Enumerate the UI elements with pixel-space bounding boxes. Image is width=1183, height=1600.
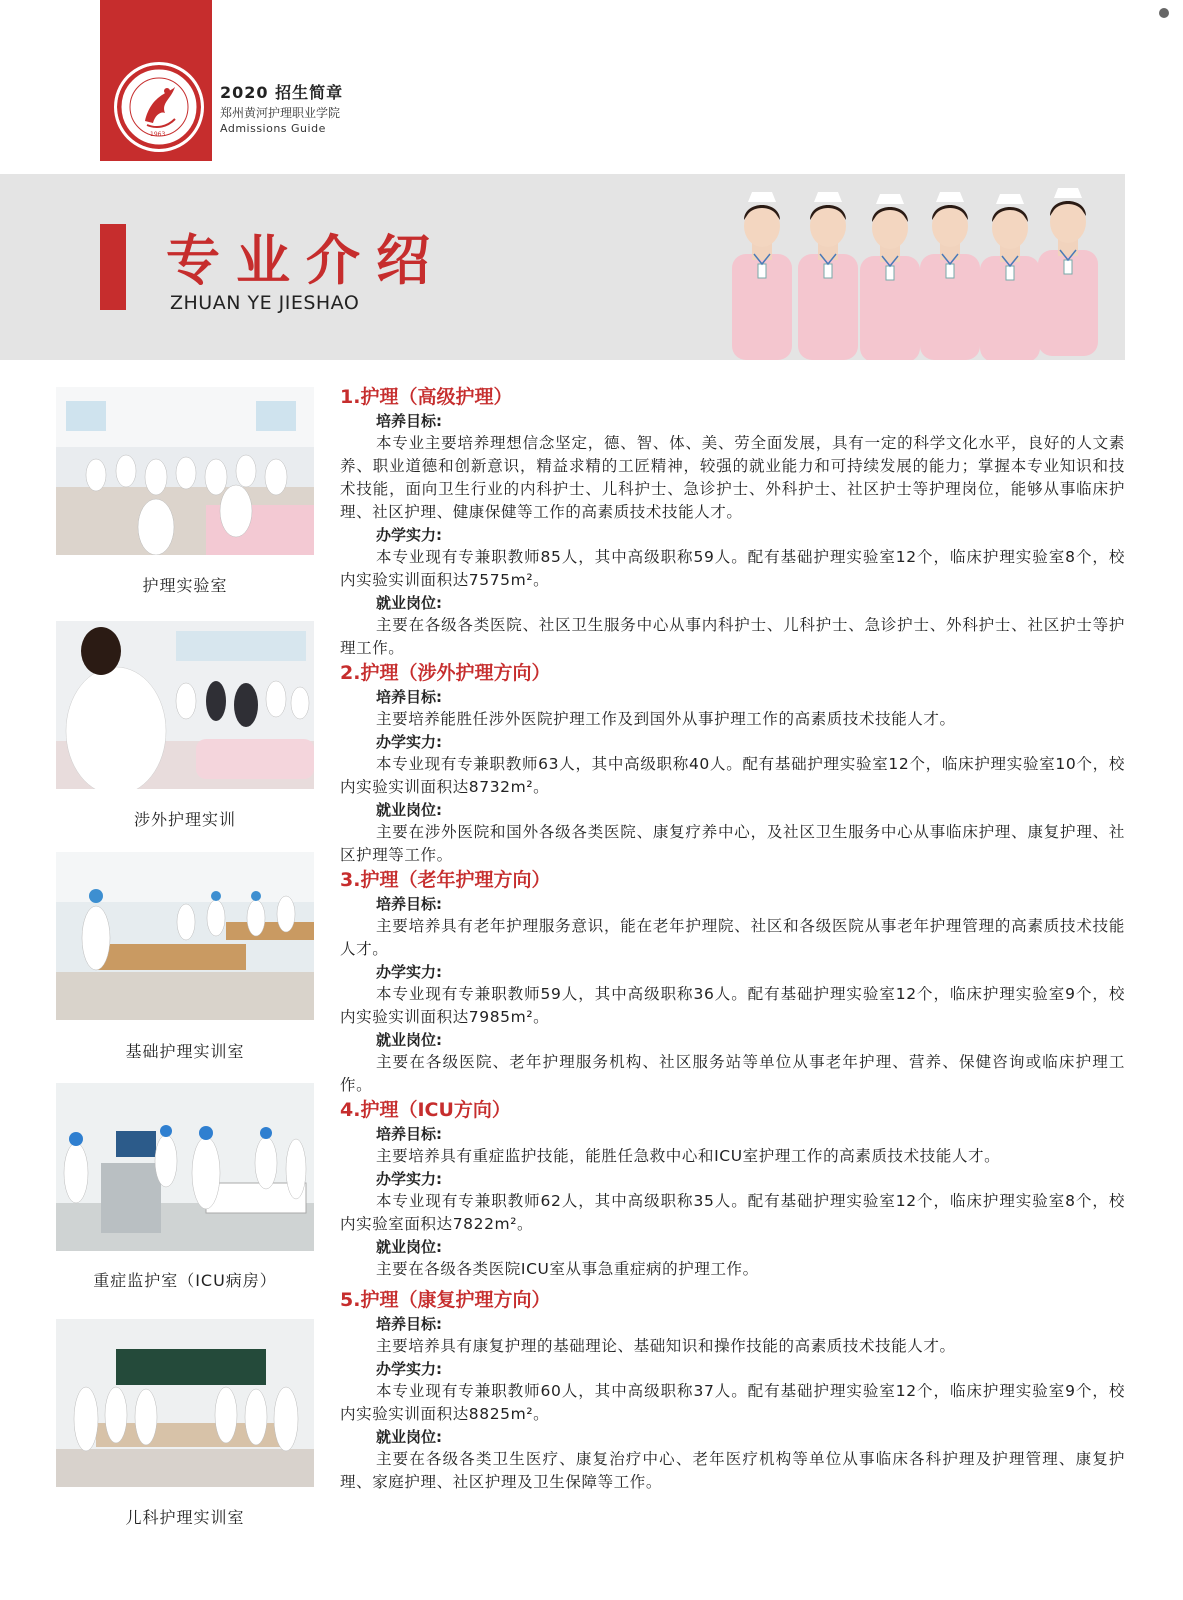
section-banner (0, 174, 1125, 360)
major-title: 4.护理（ICU方向） (340, 1099, 511, 1121)
strength-text: 本专业现有专兼职教师63人，其中高级职称40人。配有基础护理实验室12个，临床护理实验室10个，校内实验实训面积达8732m²。 (340, 755, 1125, 796)
strength-text: 本专业现有专兼职教师85人，其中高级职称59人。配有基础护理实验室12个，临床护理实验室8个，校内实验实训面积达7575m²。 (340, 548, 1125, 589)
jobs-text: 主要在各级医院、老年护理服务机构、社区服务站等单位从事老年护理、营养、保健咨询或临床护理工作。 (340, 1053, 1125, 1094)
major-section (340, 1287, 1125, 1494)
caption-pediatric-nursing-room: 儿科护理实训室 (125, 1508, 245, 1527)
goal-text: 主要培养具有老年护理服务意识，能在老年护理院、社区和各级医院从事老年护理管理的高素质技术技能人才。 (340, 917, 1125, 958)
major-title: 5.护理（康复护理方向） (340, 1289, 551, 1311)
major-title: 3.护理（老年护理方向） (340, 869, 551, 891)
photo-nursing-lab (56, 387, 314, 555)
seal-year: 1963 (150, 131, 166, 138)
jobs-label: 就业岗位: (376, 1031, 442, 1049)
goal-label: 培养目标: (376, 1315, 442, 1333)
caption-foreign-nursing-training: 涉外护理实训 (133, 810, 236, 829)
caption-basic-nursing-room: 基础护理实训室 (125, 1042, 245, 1061)
section-pinyin: ZHUAN YE JIESHAO (170, 292, 360, 314)
majors-list (340, 384, 1125, 1494)
jobs-text: 主要在各级各类医院ICU室从事急重症病的护理工作。 (376, 1260, 759, 1278)
corner-dot (1159, 8, 1169, 18)
section-title: 专业介绍 (166, 228, 446, 292)
nurses-group-photo (722, 184, 1112, 360)
strength-label: 办学实力: (376, 963, 442, 981)
strength-label: 办学实力: (376, 733, 442, 751)
strength-label: 办学实力: (376, 1170, 442, 1188)
strength-label: 办学实力: (376, 1360, 442, 1378)
goal-text: 主要培养能胜任涉外医院护理工作及到国外从事护理工作的高素质技术技能人才。 (376, 710, 956, 728)
major-section (340, 1097, 1125, 1281)
school-name: 郑州黄河护理职业学院 (220, 106, 341, 120)
photo-icu-ward (56, 1083, 314, 1251)
jobs-text: 主要在涉外医院和国外各级各类医院、康复疗养中心，及社区卫生服务中心从事临床护理、康复护理、社区护理等工作。 (340, 823, 1125, 864)
banner-accent-bar (100, 224, 126, 310)
goal-text: 本专业主要培养理想信念坚定，德、智、体、美、劳全面发展，具有一定的科学文化水平，良好的人文素养、职业道德和创新意识，精益求精的工匠精神，较强的就业能力和可持续发展的能力；掌握本专业知识和技术技能，面向卫生行业的内科护士、儿科护士、急诊护士、外科护士、社区护士等护理岗位，能够从事临床护理、社区护理、健康保健等工作的高素质技术技能人才。 (340, 434, 1125, 521)
jobs-label: 就业岗位: (376, 1238, 442, 1256)
college-logo-block (100, 0, 212, 161)
goal-label: 培养目标: (376, 688, 442, 706)
college-seal-logo (114, 62, 204, 152)
photo-pediatric-nursing-room (56, 1319, 314, 1487)
jobs-label: 就业岗位: (376, 1428, 442, 1446)
caption-nursing-lab: 护理实验室 (142, 576, 228, 595)
goal-label: 培养目标: (376, 895, 442, 913)
caption-icu-ward: 重症监护室（ICU病房） (93, 1271, 277, 1290)
goal-text: 主要培养具有重症监护技能，能胜任急救中心和ICU室护理工作的高素质技术技能人才。 (376, 1147, 1001, 1165)
jobs-label: 就业岗位: (376, 594, 442, 612)
major-section (340, 867, 1125, 1097)
english-subtitle: Admissions Guide (220, 122, 326, 135)
strength-text: 本专业现有专兼职教师59人，其中高级职称36人。配有基础护理实验室12个，临床护理实验室9个，校内实验实训面积达7985m²。 (340, 985, 1125, 1026)
major-title: 1.护理（高级护理） (340, 386, 513, 408)
major-section (340, 384, 1125, 660)
major-section (340, 660, 1125, 867)
jobs-text: 主要在各级各类医院、社区卫生服务中心从事内科护士、儿科护士、急诊护士、外科护士、社区护士等护理工作。 (340, 616, 1125, 657)
strength-text: 本专业现有专兼职教师60人，其中高级职称37人。配有基础护理实验室12个，临床护理实验室9个，校内实验实训面积达8825m²。 (340, 1382, 1125, 1423)
photo-foreign-nursing-training (56, 621, 314, 789)
strength-text: 本专业现有专兼职教师62人，其中高级职称35人。配有基础护理实验室12个，临床护理实验室8个，校内实验室面积达7822m²。 (340, 1192, 1125, 1233)
major-title: 2.护理（涉外护理方向） (340, 662, 551, 684)
jobs-label: 就业岗位: (376, 801, 442, 819)
jobs-text: 主要在各级各类卫生医疗、康复治疗中心、老年医疗机构等单位从事临床各科护理及护理管理、康复护理、家庭护理、社区护理及卫生保障等工作。 (340, 1450, 1125, 1491)
photo-basic-nursing-room (56, 852, 314, 1020)
goal-label: 培养目标: (376, 1125, 442, 1143)
brochure-title: 2020 招生简章 (220, 83, 344, 102)
goal-label: 培养目标: (376, 412, 442, 430)
strength-label: 办学实力: (376, 526, 442, 544)
goal-text: 主要培养具有康复护理的基础理论、基础知识和操作技能的高素质技术技能人才。 (376, 1337, 956, 1355)
